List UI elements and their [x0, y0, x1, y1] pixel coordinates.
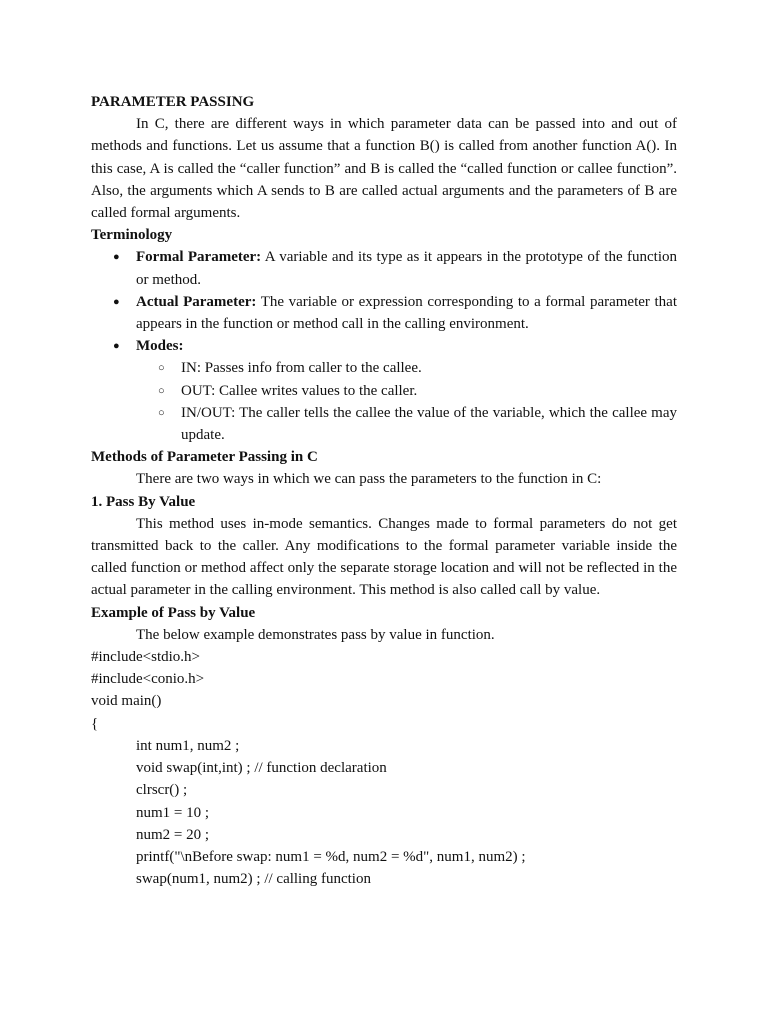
code-line: #include<stdio.h> [91, 649, 200, 666]
code-line: { [91, 715, 99, 732]
document-body [91, 91, 677, 890]
code-line: num2 = 20 ; [136, 826, 210, 843]
pass-by-value-paragraph: This method uses in-mode semantics. Changes made to formal parameters do not get transmitted back to the caller. Any modifications to the formal parameter variable inside the called function or method affect only the separate storage location and will not be reflected in the actual parameter in the calling environment. This method is also called call by value. [91, 515, 677, 599]
code-line: void main() [91, 693, 162, 710]
example-paragraph: The below example demonstrates pass by value in function. [136, 626, 495, 643]
code-line: printf("\nBefore swap: num1 = %d, num2 = %d", num1, num2) ; [136, 848, 526, 865]
example-heading: Example of Pass by Value [91, 604, 256, 621]
methods-heading: Methods of Parameter Passing in C [91, 449, 318, 466]
mode-item-out: ○ OUT: Callee writes values to the caller. [136, 380, 677, 402]
code-block [91, 646, 677, 890]
term-label: Actual Parameter: [136, 293, 257, 310]
code-line: void swap(int,int) ; // function declaration [136, 760, 387, 777]
pass-by-value-heading: 1. Pass By Value [91, 493, 196, 510]
terminology-list [91, 246, 677, 446]
terminology-heading: Terminology [91, 227, 173, 244]
term-label: Formal Parameter: [136, 249, 262, 266]
code-line: swap(num1, num2) ; // calling function [136, 871, 371, 888]
term-definition: A variable and its type as it appears in the prototype of the function or method. [136, 249, 678, 288]
code-line: #include<conio.h> [91, 671, 205, 688]
mode-item-inout: ○ IN/OUT: The caller tells the callee the value of the variable, which the callee may update. [136, 402, 677, 446]
code-line: int num1, num2 ; [136, 737, 240, 754]
terminology-item-formal [91, 246, 677, 290]
modes-list [136, 357, 677, 446]
terminology-item-modes [91, 335, 677, 446]
intro-paragraph: In C, there are different ways in which parameter data can be passed into and out of methods and functions. Let us assume that a function B() is called from another function A(). In this case, A is called the “caller function” and B is called the “called function or callee function”. Also, the arguments which A sends to B are called actual arguments and the parameters of B are called formal arguments. [91, 116, 677, 222]
mode-item-in: ○ IN: Passes info from caller to the callee. [136, 357, 677, 379]
terminology-item-actual [91, 291, 677, 335]
term-label: Modes: [136, 338, 184, 355]
term-definition: The variable or expression corresponding to a formal parameter that appears in the function or method call in the calling environment. [136, 293, 677, 333]
methods-paragraph: There are two ways in which we can pass the parameters to the function in C: [136, 471, 602, 488]
page-title: PARAMETER PASSING [91, 94, 255, 110]
code-line: num1 = 10 ; [136, 804, 210, 821]
code-line: clrscr() ; [136, 782, 188, 799]
